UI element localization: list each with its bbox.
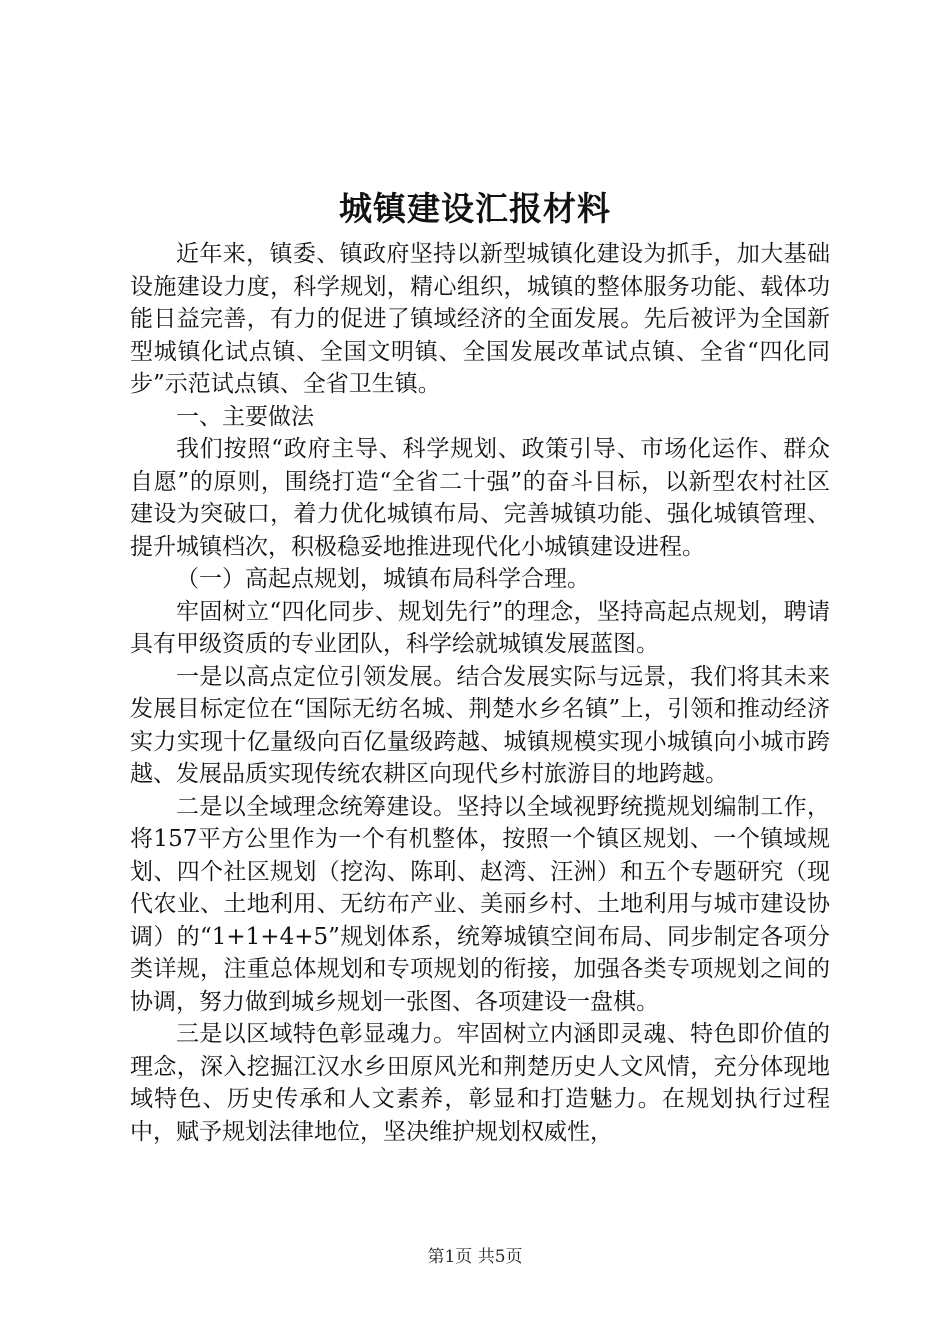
paragraph-point-one: 一是以高点定位引领发展。结合发展实际与远景，我们将其未来发展目标定位在“国际无纺名城、荆楚水乡名镇”上，引领和推动经济实力实现十亿量级向百亿量级跨越、城镇规模实现小城镇向小城市跨越、发展品质实现传统农耕区向现代乡村旅游目的地跨越。 xyxy=(130,663,830,787)
paragraph-point-two: 二是以全域理念统筹建设。坚持以全域视野统揽规划编制工作，将157平方公里作为一个有机整体，按照一个镇区规划、一个镇域规划、四个社区规划（挖沟、陈刵、赵湾、汪洲）和五个专题研究（现代农业、土地利用、无纺布产业、美丽乡村、土地利用与城市建设协调）的“1+1+4+5”规划体系，统筹城镇空间布局、同步制定各项分类详规，注重总体规划和专项规划的衔接，加强各类专项规划之间的协调，努力做到城乡规划一张图、各项建设一盘棋。 xyxy=(130,793,830,1015)
paragraph-planning-concept: 牢固树立“四化同步、规划先行”的理念，坚持高起点规划，聘请具有甲级资质的专业团队，科学绘就城镇发展蓝图。 xyxy=(130,598,830,657)
subsection-heading-planning: （一）高起点规划，城镇布局科学合理。 xyxy=(176,566,590,592)
document-title: 城镇建设汇报材料 xyxy=(339,189,611,228)
document-body xyxy=(130,238,830,1148)
paragraph-principles: 我们按照“政府主导、科学规划、政策引导、市场化运作、群众自愿”的原则，围绕打造“全省二十强”的奋斗目标，以新型农村社区建设为突破口，着力优化城镇布局、完善城镇功能、强化城镇管理、提升城镇档次，积极稳妥地推进现代化小城镇建设进程。 xyxy=(130,436,830,560)
paragraph-intro: 近年来，镇委、镇政府坚持以新型城镇化建设为抓手，加大基础设施建设力度，科学规划，精心组织，城镇的整体服务功能、载体功能日益完善，有力的促进了镇域经济的全面发展。先后被评为全国新型城镇化试点镇、全国文明镇、全国发展改革试点镇、全省“四化同步”示范试点镇、全省卫生镇。 xyxy=(130,241,830,397)
section-heading-main-practices: 一、主要做法 xyxy=(176,403,314,430)
paragraph-point-three: 三是以区域特色彰显魂力。牢固树立内涵即灵魂、特色即价值的理念，深入挖掘江汉水乡田原风光和荆楚历史人文风情，充分体现地域特色、历史传承和人文素养，彰显和打造魅力。在规划执行过程中，赋予规划法律地位，坚决维护规划权威性， xyxy=(130,1021,830,1145)
page-number-footer: 第1页 共5页 xyxy=(427,1247,523,1267)
